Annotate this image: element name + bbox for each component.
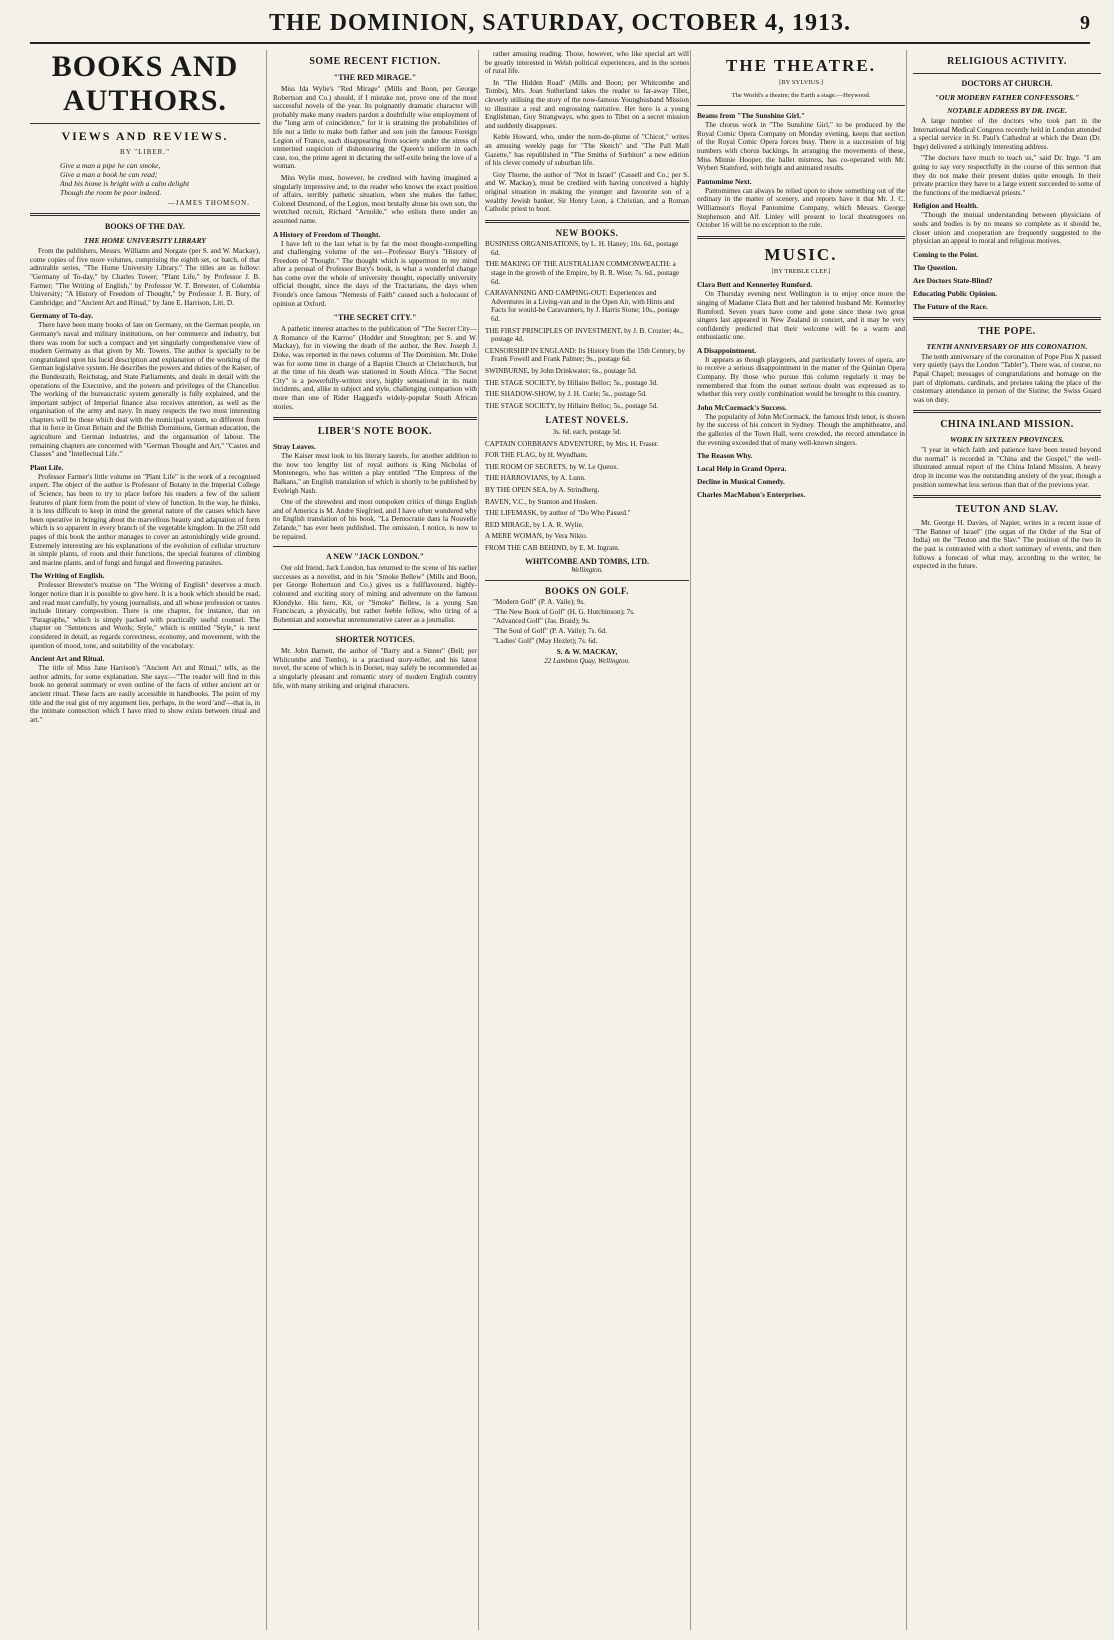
article-paragraph: I have left to the last what is by far the most thought-compelling and challenging volume of the set—Professor Bury's "History of Freedom of Thought." The thought which is uppermost in my mind after a perusal of Professor Bury's book, is what a wonderful change has come over the whole of university thought, especially university official thought, since the days of the Tractarians, the days when Froude's once famous "Nemesis of Faith" caused such a holocaust of opinion at Oxford. xyxy=(273,239,477,308)
list-item: BY THE OPEN SEA, by A. Strindberg. xyxy=(485,485,600,494)
article-subheading: The Question. xyxy=(913,262,958,272)
verse-line: And his home is bright with a calm delight xyxy=(60,178,190,188)
article-subheading: Plant Life. xyxy=(30,462,64,472)
article-paragraph: "I year in which faith and patience have been tested beyond the normal" is recorded in "China and the Gospel," the well-illustrated annual report of the China Inland Mission. A heavy drop in income was the outstanding anxiety of the year, though a position somewhat less serious than that of the previous year. xyxy=(913,446,1101,489)
verse-line: Though the room be poor indeed. xyxy=(60,187,162,197)
section-heading: LIBER'S NOTE BOOK. xyxy=(317,426,433,438)
divider xyxy=(30,213,260,216)
article-subheading: Are Doctors State-Blind? xyxy=(913,275,993,285)
article-heading: SHORTER NOTICES. xyxy=(335,635,415,645)
epigraph-verse xyxy=(60,161,260,197)
list-item: BUSINESS ORGANISATIONS, by L. H. Haney; 10s. 6d., postage 6d. xyxy=(485,240,679,257)
column-new-books xyxy=(478,50,689,1630)
golf-books-heading: BOOKS ON GOLF. xyxy=(545,585,629,596)
list-item: A MERE WOMAN, by Vera Nikto. xyxy=(485,532,588,541)
list-item: CAPTAIN CORBRAN'S ADVENTURE, by Mrs. H. Fraser. xyxy=(485,439,659,448)
divider xyxy=(30,123,260,124)
divider xyxy=(485,580,689,581)
section-heading: RELIGIOUS ACTIVITY. xyxy=(947,56,1067,67)
article-subheading: Educating Public Opinion. xyxy=(913,288,997,298)
article-subheading: The Reason Why. xyxy=(697,451,753,461)
publisher-name: WHITCOMBE AND TOMBS, LTD. xyxy=(524,556,650,566)
novels-price: 3s. 6d. each, postage 5d. xyxy=(552,427,622,436)
article-subheading: Pantomime Next. xyxy=(697,176,752,186)
list-item: RED MIRAGE, by I. A. R. Wylie. xyxy=(485,520,584,529)
list-item: "Modern Golf" (P. A. Vaile); 9s. xyxy=(493,598,585,607)
article-subheading: TENTH ANNIVERSARY OF HIS CORONATION. xyxy=(926,341,1088,351)
verse-line: Give a man a pipe he can smoke, xyxy=(60,160,161,170)
theatre-byline: [BY SYLVIUS.] xyxy=(779,79,823,86)
list-item: THE MAKING OF THE AUSTRALIAN COMMONWEALTH: a stage in the growth of the Empire, by B. R. Wise; 7s. 6d., postage 6d. xyxy=(485,260,680,286)
page-number: 9 xyxy=(1080,12,1090,34)
article-heading: DOCTORS AT CHURCH. xyxy=(961,79,1053,88)
divider xyxy=(273,546,477,547)
divider xyxy=(273,417,477,420)
article-heading: "THE SECRET CITY." xyxy=(333,313,417,323)
article-paragraph: Professor Farmer's little volume on "Plant Life" is the work of a recognised expert. The object of the author is Professor of Botany in the Imperial College of Science, has been to try to place before his readers a few of the salient features of plant form from the point of view of function. In the way, he thinks, it is less difficult to keep in mind the general nature of the causes which have been operative in bringing about the marvellous beauty and adaptation of form which is so apparent in every branch of the vegetable kingdom. In the 250 odd pages of this book the author manages to cover an astonishingly wide ground. Extremely interesting are his explanations of the evolution of cellular structure in simple plants, of roots and their functions, the special features of climbing and marine plants, and of fungi and fungal and flowering parasites. xyxy=(30,472,260,567)
list-item: FROM THE CAB BEHIND, by E. M. Ingram. xyxy=(485,543,620,552)
section-heading: CHINA INLAND MISSION. xyxy=(940,419,1074,431)
article-paragraph: Pantomimes can always be relied upon to show something out of the ordinary in the matter of scenery, and reports have it that Mr. J. C. Williamson's Royal Pantomime Company, which Messrs. George Stephenson and Alf. Linley will present to local theatregoers on October 16 will be no exception to the rule. xyxy=(697,186,905,230)
latest-novels-heading: LATEST NOVELS. xyxy=(545,415,629,426)
article-paragraph: The Kaiser must look to his literary laurels, for another addition to the now too lengthy list of royal authors is King Nicholas of Montenegro, who has written a play entitled "The Empress of the Balkans," an English translation of which is shortly to be published by Eveleigh Nash. xyxy=(273,452,477,495)
article-subheading: Beams from "The Sunshine Girl." xyxy=(697,111,806,121)
list-item: RAVEN, V.C., by Stanton and Hosken. xyxy=(485,497,598,506)
article-subheading: Stray Leaves. xyxy=(273,442,316,452)
column-theatre-music xyxy=(690,50,905,1630)
list-item: "Advanced Golf" (Jas. Braid); 9s. xyxy=(493,617,590,626)
novels-list xyxy=(485,440,689,553)
list-item: FOR THE FLAG, by H. Wyndham. xyxy=(485,451,588,460)
article-paragraph: Mr. John Barnett, the author of "Barry and a Sinner" (Bell; per Whitcombe and Tombs), is a practised story-teller, and his latest novel, the scene of which is in Dorset, may safely be recommended as a singularly pleasant and romantic story of modern English country life, with many striking and original characters. xyxy=(273,647,477,690)
golf-address: 22 Lambton Quay, Wellington. xyxy=(544,656,630,665)
divider xyxy=(913,73,1101,74)
article-subheading: WORK IN SIXTEEN PROVINCES. xyxy=(950,435,1064,445)
books-banner: BOOKS AND AUTHORS. xyxy=(51,50,239,117)
list-item: "The Soul of Golf" (P. A. Vaile); 7s. 6d. xyxy=(493,627,607,636)
section-heading: BOOKS OF THE DAY. xyxy=(105,222,185,232)
divider xyxy=(697,236,905,239)
article-subheading: A Disappointment. xyxy=(697,345,757,355)
article-paragraph: Miss Ida Wylie's "Red Mirage" (Mills and Boon, per George Robertson and Co.) should, if I mistake not, prove one of the most successful novels of the year. Its poignantly dramatic character will probably make many readers pardon a doubtfully wise employment of the "long arm of coincidence," for it is straining the probabilities of life not a little to make both father and son join the famous Foreign Legion of France, each disappearing from society under the stress of unmerited suspicion of dishonouring the Queen's uniform in each case, too, the prime agent in dictating the self-exile being the love of a woman. xyxy=(273,85,477,171)
article-paragraph: On Thursday evening next Wellington is to enjoy once more the singing of Madame Clara Butt and her talented husband Mr. Kennerley Rumford. Seven years have come and gone since these two great singers last appeared in New Zealand in concert, and it may be very confidently predicted that their welcome will be a warm and enthusiastic one. xyxy=(697,290,905,342)
article-subheading: Decline in Musical Comedy. xyxy=(697,477,785,487)
article-subheading: Coming to the Point. xyxy=(913,249,979,259)
section-heading: THE THEATRE. xyxy=(726,56,876,75)
article-subheading: Ancient Art and Ritual. xyxy=(30,654,105,664)
divider xyxy=(913,495,1101,498)
list-item: THE STAGE SOCIETY, by Hillaire Belloc; 5s., postage 3d. xyxy=(485,378,658,387)
section-subheading: THE HOME UNIVERSITY LIBRARY xyxy=(83,236,207,246)
divider xyxy=(913,317,1101,320)
article-paragraph: From the publishers, Messrs. Williams and Norgate (per S. and W. Mackay), come copies of five more volumes, comprising the eighth set, or batch, of that admirable series, "The Home University Library." The titles are as follow: "Germany of To-day," by Charles Tower; "Plant Life," by Professor J. B. Farmer; "The Writing of English," by Professor W. T. Brewster, of Columbia University; "A History of Freedom of Thought," by Professor J. B. Bury, of Cambridge; and "Ancient Art and Ritual," by Jane E. Harrison, Litt. D. xyxy=(30,247,260,307)
article-subheading: Religion and Health. xyxy=(913,201,979,211)
list-item: THE LIFEMASK, by author of "Do Who Passed." xyxy=(485,509,631,518)
article-paragraph: One of the shrewdest and most outspoken critics of things English and of America is M. Andre Siegfried, and I have often wondered why no English translation of his book, "La Democratie dans la Nouvelle Zelande," has ever been published. The omission, I notice, is now to be repaired. xyxy=(273,498,477,541)
list-item: CARAVANNING AND CAMPING-OUT: Experiences and Adventures in a Living-van and in the Open Air, with Hints and Facts for would-be Caravanners, by J. Harris Stone; 10s., postage 6d. xyxy=(485,289,680,324)
section-heading: TEUTON AND SLAV. xyxy=(955,504,1059,516)
column-books xyxy=(30,50,260,1630)
article-subheading: The Future of the Race. xyxy=(913,301,988,311)
article-subheading: The Writing of English. xyxy=(30,571,105,581)
views-subhead: VIEWS AND REVIEWS. xyxy=(61,129,229,143)
new-books-list xyxy=(485,240,689,410)
list-item: THE HARROVIANS, by A. Lunn. xyxy=(485,474,586,483)
article-paragraph: Miss Wylie must, however, be credited with having imagined a singularly impressive and, to the reader who knows the exact position of affairs, terribly pathetic situation, when she makes the father, Colonel Desmond, of the Legion, most brutally abuse his own son, the wretched recruit, Richard "Arnolde," who enlists there under an assumed name. xyxy=(273,173,477,225)
article-paragraph: The chorus work in "The Sunshine Girl," to be produced by the Royal Comic Opera Company on Monday evening, keeps that section of the Royal Comic Opera forces busy. There is a succession of big numbers with chorus backings. In arranging the movements of these, Miss Minnie Hooper, the ballet mistress, has co-operated with Mr. Wybert Stamford, with bright and animated results. xyxy=(697,121,905,173)
list-item: THE SHADOW-SHOW, by J. H. Curle; 5s., postage 5d. xyxy=(485,390,647,399)
article-paragraph: Guy Thorne, the author of "Not in Israel" (Cassell and Co.; per S. and W. Mackay), must be credited with having conceived a highly original situation in making the younger and favourite son of a wealthy Jewish banker, Sir Henry Leon, a Christian, and a Roman Catholic priest to boot. xyxy=(485,170,689,214)
article-paragraph: Mr. George H. Davies, of Napier, writes in a recent issue of "The Banner of Israel" (the organ of the Order of the Star of India) on the "Teuton and the Slav." The position of the two in the past is contrasted with a short summary of events, and then follows a forecast of what may, according to the writer, be expected in the future. xyxy=(913,519,1101,571)
list-item: "Ladies' Golf" (May Hezlet); 7s. 6d. xyxy=(493,636,598,645)
list-item: THE FIRST PRINCIPLES OF INVESTMENT, by J. B. Crozier; 4s., postage 4d. xyxy=(485,326,684,344)
article-paragraph: Professor Brewster's treatise on "The Writing of English" deserves a much longer notice than it is possible to give here. It is a book which should be read, and read most carefully, by young journalists, and all whose profession or tastes include literary composition. There is one chapter, for instance, that on "Paragraphs," which is simply packed with practically useful counsel. The chapter on "Sentences and Words; Style," which is entitled "Style," is next considered in detail, as regards correctness, economy, and movement, with the question of mood, tone, and suitability of the vocabulary. xyxy=(30,581,260,650)
books-byline: BY "LIBER." xyxy=(120,148,170,156)
column-religious xyxy=(906,50,1101,1630)
music-byline: [BY TREBLE CLEF.] xyxy=(771,267,831,275)
article-paragraph: "The doctors have much to teach us," said Dr. Inge. "I am going to say very respectfully in the course of this sermon that they do not make their present duties quite enough. In their private practice they have to a large extent succeeded to some of the functions of the mediaeval priests." xyxy=(913,154,1101,197)
article-subheading: Local Help in Grand Opera. xyxy=(697,464,787,474)
list-item: THE ROOM OF SECRETS, by W. Le Queux. xyxy=(485,462,619,471)
article-paragraph: "Though the mutual understanding between physicians of souls and bodies is by no means so complete as it should be, closer union and cooperation are frequently suggested to the physician an appeal to moral and religious motives. xyxy=(913,211,1101,246)
divider xyxy=(913,410,1101,413)
article-subheading: John McCormack's Success. xyxy=(697,402,787,412)
verse-author: —JAMES THOMSON. xyxy=(167,198,250,207)
article-heading: "THE RED MIRAGE." xyxy=(333,73,417,82)
masthead-title: THE DOMINION, SATURDAY, OCTOBER 4, 1913. xyxy=(268,10,852,36)
article-subheading: A History of Freedom of Thought. xyxy=(273,229,381,239)
publisher-city: Wellington. xyxy=(571,566,603,575)
article-paragraph: A pathetic interest attaches to the publication of "The Secret City—A Romance of the Karroo" (Hodder and Stoughton; per S. and W. Mackay), for in viewing the death of the author, the Rev. Joseph J. Doke, was reported in the news columns of The Dominion. Mr. Doke was for some time in charge of a Baptist Church at Christchurch, but at the time of his death was stationed in South Africa. "The Secret City" is a powerfully-written story, highly sensational in its main incidents, and, alike in subject and style, challenging comparison with more than one of Rider Haggard's widely-popular South African stories. xyxy=(273,325,477,411)
divider xyxy=(273,629,477,630)
article-subheading: Charles MacMahon's Enterprises. xyxy=(697,490,806,500)
column-fiction xyxy=(266,50,477,1630)
list-item: SWINBURNE, by John Drinkwater; 6s., postage 5d. xyxy=(485,367,637,375)
article-paragraph: The popularity of John McCormack, the famous Irish tenor, is shown by the success of his concert in Sydney. Though the amphitheatre, and the galleries of the Town Hall, were crowded, the record attendance in the evening exceeded that of many well-known singers. xyxy=(697,412,905,447)
section-heading: MUSIC. xyxy=(764,244,838,264)
article-paragraph: It appears as though playgoers, and particularly lovers of opera, are to receive a serious disappointment in the matter of the Quinlan Opera Company. By those who pursue this column regularly it may be remembered that from the outset serious doubt was expressed as to whether this very costly combination would be brought to this country. xyxy=(697,355,905,399)
article-paragraph: There have been many books of late on Germany, on the German people, on Germany's naval and military institutions, on her commerce and industry, but there was room for such a compact and yet singularly comprehensive view of modern Germany as that given by Mr. Towers. The author is specially to be congratulated upon his lucid description and explanation of the working of the German legislative system. He describes the powers and duties of the Kaiser, of the Bundesrath, Reichstag, and State Parliaments, and deals in detail with the operations of the Executive, and the powers and privileges of the Chancellor. The working of the bureaucratic system generally is fully explained, and the important subject of Imperial finance also receives attention, as well as the organisation of the army and navy. In many respects the two most interesting chapters will be those which deal with the municipal system, so different from that in force in Great Britain and the British Dominions, German education, the agriculture and German industries, and the organisation of labour. The remaining chapters are concerned with "German Thought and Art," "Castes and Classes" and "Intellectual Life." xyxy=(30,321,260,459)
list-item: CENSORSHIP IN ENGLAND: Its History from the 15th Century, by Frank Fowell and Frank Palmer; 9s., postage 6d. xyxy=(485,346,686,364)
article-subheading: Germany of To-day. xyxy=(30,311,94,321)
article-paragraph: Our old friend, Jack London, has returned to the scene of his earlier successes as a novelist, and in his "Smoke Bellew" (Mills and Boon, per George Robertson and Co.) gives us a fullflavoured, highly-coloured and exciting story of mining and adventure on the famous Klondyke. His hero, Kit, or "Smoke" Bellew, is a young San Franciscan, a physically, but rather feeble fellow, who tiring of a Bohemian and somewhat unremunerative career as a journalist. xyxy=(273,564,477,624)
section-heading: SOME RECENT FICTION. xyxy=(309,56,441,67)
article-paragraph: Keble Howard, who, under the nom-de-plume of "Chicot," writes an amusing weekly page for "The Sketch" and "The Pall Mall Gazette," has republished in "The Smiths of Surbiton" a new edition of his clever comedy of suburban life. xyxy=(485,133,689,168)
theatre-motto: The World's a theatre; the Earth a stage.—Heywood. xyxy=(731,91,871,99)
article-paragraph: The tenth anniversary of the coronation of Pope Pius X passed very quietly (says the London "Tablet"). There was, of course, no Papal Chapel; messages of congratulations and homage on the part of diplomats, cardinals, and prelates taking the place of the customary attendance in person of the Sistine; the Swiss Guard was on duty. xyxy=(913,352,1101,404)
golf-books-list xyxy=(485,598,689,645)
verse-line: Give a man a book he can read; xyxy=(60,169,158,179)
article-paragraph: In "The Hidden Road" (Mills and Boon; per Whitcombe and Tombs), Mrs. Joan Sutherland takes the reader to far-away Tibet, cleverly utilising the story of the now-famous Younghusband Mission to illustrate a real and engrossing narrative. Her hero is a young Englishman, Guy Strangways, who goes to Tibet on a secret mission and suddenly disappears. xyxy=(485,78,689,130)
section-heading: THE POPE. xyxy=(978,325,1036,337)
list-item: THE STAGE SOCIETY, by Hillaire Belloc; 5s., postage 5d. xyxy=(485,401,658,410)
golf-firm: S. & W. MACKAY, xyxy=(556,647,618,657)
masthead xyxy=(30,6,1090,44)
list-item: "The New Book of Golf" (H. G. Hutchinson); 7s. xyxy=(493,607,635,616)
article-paragraph: rather amusing reading. Those, however, who like special art will be greatly interested in Welsh political experiences, and in the scenes of rural life. xyxy=(485,50,689,76)
new-books-heading: NEW BOOKS. xyxy=(555,227,619,238)
article-paragraph: The title of Miss Jane Harrison's "Ancient Art and Ritual," tells, as the author admits, for some explanation. She says:—"The reader will find in this book no general summary or even outline of the facts of either ancient art or ancient ritual. These facts are easily accessible in handbooks. The point of my title and the real gist of my argument lies, perhaps, in the word 'and'—that is, in the intimate connection which I have tried to show exists between ritual and art." xyxy=(30,664,260,724)
article-subheading: Clara Butt and Kennerley Rumford. xyxy=(697,280,813,290)
divider xyxy=(485,220,689,223)
divider xyxy=(697,105,905,106)
article-subheading: "OUR MODERN FATHER CONFESSORS." xyxy=(934,93,1080,102)
article-subheading: NOTABLE ADDRESS BY DR. INGE. xyxy=(947,106,1067,115)
article-heading: A NEW "JACK LONDON." xyxy=(325,552,425,562)
article-paragraph: A large number of the doctors who took part in the International Medical Congress recently held in London attended a special service in St. Paul's Cathedral at which the Dean (Dr. Inge) delivered a strikingly interesting address. xyxy=(913,117,1101,151)
